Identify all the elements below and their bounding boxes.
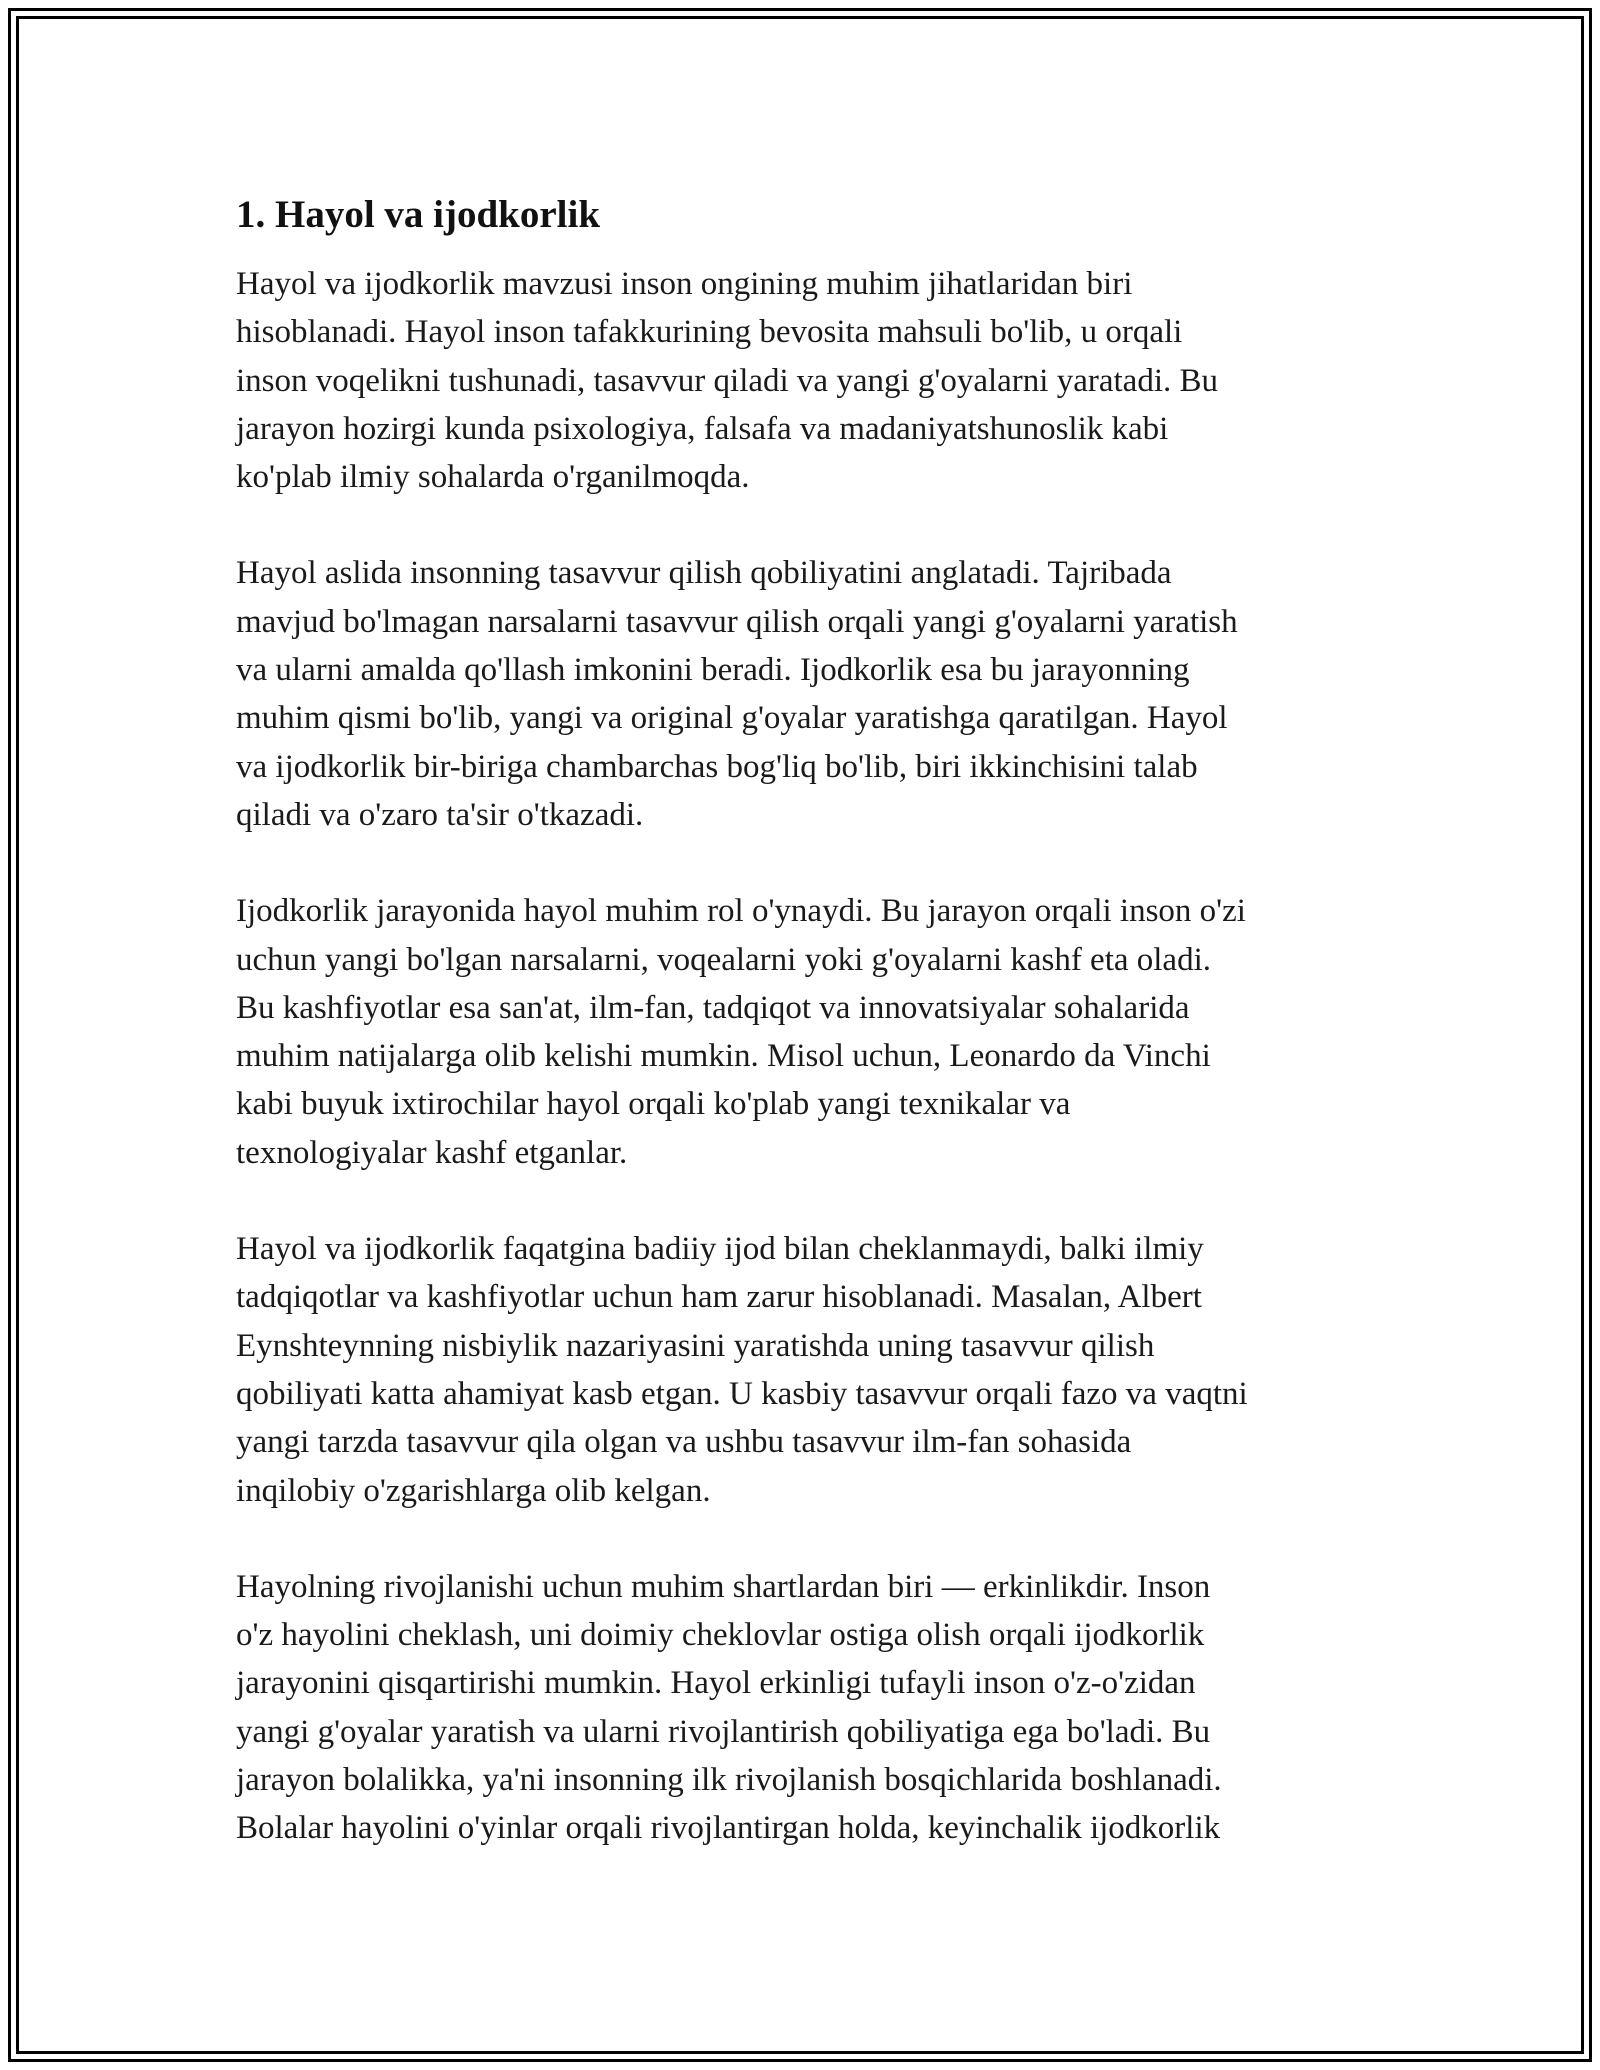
document-body (236, 186, 1371, 1853)
section-heading: 1. Hayol va ijodkorlik (236, 193, 601, 236)
text-line: uchun yangi bo'lgan narsalarni, voqealarni yoki g'oyalarni kashf eta oladi. (236, 941, 1211, 978)
spacer (236, 501, 1371, 549)
paragraph-5 (236, 1563, 1371, 1853)
text-line: yangi g'oyalar yaratish va ularni rivojlantirish qobiliyatiga ega bo'ladi. Bu (236, 1713, 1211, 1750)
text-line: muhim qismi bo'lib, yangi va original g'oyalar yaratishga qaratilgan. Hayol (236, 700, 1228, 737)
spacer (236, 839, 1371, 887)
text-line: yangi tarzda tasavvur qila olgan va ushbu tasavvur ilm-fan sohasida (236, 1424, 1132, 1461)
paragraph-3 (236, 887, 1371, 1177)
text-line: qiladi va o'zaro ta'sir o'tkazadi. (236, 796, 644, 833)
spacer (236, 1515, 1371, 1563)
text-line: ko'plab ilmiy sohalarda o'rganilmoqda. (236, 459, 750, 496)
text-line: tadqiqotlar va kashfiyotlar uchun ham zarur hisoblanadi. Masalan, Albert (236, 1279, 1202, 1316)
text-line: va ularni amalda qo'llash imkonini beradi. Ijodkorlik esa bu jarayonning (236, 652, 1190, 689)
spacer (236, 1177, 1371, 1225)
paragraph-2 (236, 549, 1371, 839)
text-line: Hayol va ijodkorlik faqatgina badiiy ijod bilan cheklanmaydi, balki ilmiy (236, 1231, 1204, 1268)
spacer (236, 244, 1371, 260)
text-line: muhim natijalarga olib kelishi mumkin. Misol uchun, Leonardo da Vinchi (236, 1038, 1211, 1075)
text-line: inqilobiy o'zgarishlarga olib kelgan. (236, 1472, 711, 1509)
text-line: Bu kashfiyotlar esa san'at, ilm-fan, tadqiqot va innovatsiyalar sohalarida (236, 989, 1190, 1026)
text-line: texnologiyalar kashf etganlar. (236, 1134, 628, 1171)
text-line: o'z hayolini cheklash, uni doimiy cheklovlar ostiga olish orqali ijodkorlik (236, 1617, 1205, 1654)
paragraph-4 (236, 1225, 1371, 1515)
text-line: qobiliyati katta ahamiyat kasb etgan. U kasbiy tasavvur orqali fazo va vaqtni (236, 1375, 1248, 1412)
paragraph-1 (236, 260, 1371, 501)
text-line: Eynshteynning nisbiylik nazariyasini yaratishda uning tasavvur qilish (236, 1327, 1155, 1364)
text-line: kabi buyuk ixtirochilar hayol orqali ko'plab yangi texnikalar va (236, 1086, 1071, 1123)
text-line: mavjud bo'lmagan narsalarni tasavvur qilish orqali yangi g'oyalarni yaratish (236, 603, 1238, 640)
text-line: Bolalar hayolini o'yinlar orqali rivojlantirgan holda, keyinchalik ijodkorlik (236, 1810, 1221, 1847)
text-line: Hayol aslida insonning tasavvur qilish qobiliyatini anglatadi. Tajribada (236, 555, 1172, 592)
text-line: Ijodkorlik jarayonida hayol muhim rol o'ynaydi. Bu jarayon orqali inson o'zi (236, 893, 1246, 930)
text-line: Hayolning rivojlanishi uchun muhim shartlardan biri — erkinlikdir. Inson (236, 1568, 1211, 1605)
text-line: jarayon hozirgi kunda psixologiya, falsafa va madaniyatshunoslik kabi (236, 410, 1169, 447)
text-line: jarayon bolalikka, ya'ni insonning ilk rivojlanish bosqichlarida boshlanadi. (236, 1762, 1222, 1799)
text-line: inson voqelikni tushunadi, tasavvur qiladi va yangi g'oyalarni yaratadi. Bu (236, 362, 1218, 399)
text-line: va ijodkorlik bir-biriga chambarchas bog'liq bo'lib, biri ikkinchisini talab (236, 748, 1198, 785)
text-line: Hayol va ijodkorlik mavzusi inson ongining muhim jihatlaridan biri (236, 266, 1133, 302)
text-line: hisoblanadi. Hayol inson tafakkurining bevosita mahsuli bo'lib, u orqali (236, 314, 1183, 351)
text-line: jarayonini qisqartirishi mumkin. Hayol erkinligi tufayli inson o'z-o'zidan (236, 1665, 1196, 1702)
